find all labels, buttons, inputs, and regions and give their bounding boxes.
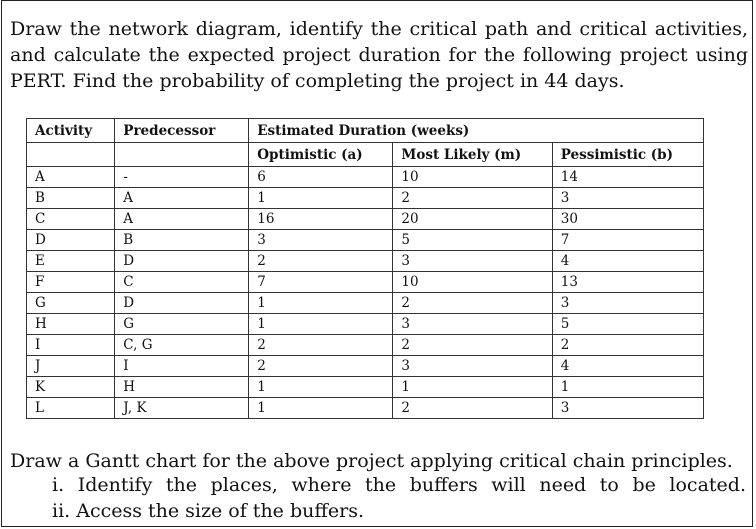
cell-activity: E — [27, 251, 115, 272]
question-intro: Draw the network diagram, identify the critical path and critical activities, and calculate the expected project duration for the following project using PERT. Find the probability of completing the project in 44 days. — [10, 18, 748, 92]
cell-optimistic: 1 — [249, 314, 393, 335]
cell-activity: A — [27, 167, 115, 188]
table-row — [27, 377, 704, 398]
cell-predecessor: D — [115, 251, 249, 272]
cell-most-likely: 20 — [393, 209, 552, 230]
cell-optimistic: 1 — [249, 293, 393, 314]
cell-optimistic: 2 — [249, 335, 393, 356]
cell-most-likely: 10 — [393, 272, 552, 293]
header-blank-predecessor — [115, 143, 249, 167]
cell-pessimistic: 3 — [552, 188, 703, 209]
cell-predecessor: J, K — [115, 398, 249, 419]
cell-predecessor: G — [115, 314, 249, 335]
cell-optimistic: 1 — [249, 377, 393, 398]
header-optimistic: Optimistic (a) — [249, 143, 393, 167]
header-blank-activity — [27, 143, 115, 167]
cell-activity: J — [27, 356, 115, 377]
cell-activity: I — [27, 335, 115, 356]
question-page — [1, 0, 753, 527]
table-row — [27, 251, 704, 272]
cell-optimistic: 2 — [249, 356, 393, 377]
header-activity: Activity — [27, 119, 115, 143]
table-row — [27, 335, 704, 356]
cell-most-likely: 2 — [393, 188, 552, 209]
cell-predecessor: I — [115, 356, 249, 377]
cell-activity: K — [27, 377, 115, 398]
cell-activity: C — [27, 209, 115, 230]
cell-pessimistic: 3 — [552, 398, 703, 419]
cell-optimistic: 3 — [249, 230, 393, 251]
table-header-row — [27, 119, 704, 143]
cell-activity: D — [27, 230, 115, 251]
cell-activity: G — [27, 293, 115, 314]
cell-activity: H — [27, 314, 115, 335]
table-subheader-row — [27, 143, 704, 167]
cell-predecessor: C — [115, 272, 249, 293]
cell-pessimistic: 3 — [552, 293, 703, 314]
cell-most-likely: 10 — [393, 167, 552, 188]
table-row — [27, 293, 704, 314]
table-row — [27, 272, 704, 293]
gantt-instruction: Draw a Gantt chart for the above project applying critical chain principles. — [10, 450, 733, 472]
cell-predecessor: B — [115, 230, 249, 251]
cell-pessimistic: 7 — [552, 230, 703, 251]
cell-most-likely: 3 — [393, 251, 552, 272]
cell-optimistic: 16 — [249, 209, 393, 230]
cell-predecessor: H — [115, 377, 249, 398]
cell-pessimistic: 1 — [552, 377, 703, 398]
cell-pessimistic: 30 — [552, 209, 703, 230]
cell-predecessor: - — [115, 167, 249, 188]
cell-most-likely: 1 — [393, 377, 552, 398]
header-most-likely: Most Likely (m) — [393, 143, 552, 167]
cell-pessimistic: 4 — [552, 356, 703, 377]
cell-activity: L — [27, 398, 115, 419]
table-row — [27, 398, 704, 419]
cell-optimistic: 1 — [249, 188, 393, 209]
cell-predecessor: A — [115, 209, 249, 230]
cell-pessimistic: 13 — [552, 272, 703, 293]
header-estimated-duration: Estimated Duration (weeks) — [249, 119, 704, 143]
cell-activity: B — [27, 188, 115, 209]
cell-most-likely: 3 — [393, 314, 552, 335]
cell-optimistic: 6 — [249, 167, 393, 188]
table-row — [27, 188, 704, 209]
cell-most-likely: 2 — [393, 398, 552, 419]
header-pessimistic: Pessimistic (b) — [552, 143, 703, 167]
table-row — [27, 356, 704, 377]
gantt-item-2: ii. Access the size of the buffers. — [52, 500, 364, 522]
cell-pessimistic: 5 — [552, 314, 703, 335]
table-row — [27, 209, 704, 230]
cell-activity: F — [27, 272, 115, 293]
cell-pessimistic: 2 — [552, 335, 703, 356]
cell-optimistic: 7 — [249, 272, 393, 293]
cell-predecessor: D — [115, 293, 249, 314]
pert-table — [26, 118, 704, 419]
cell-predecessor: C, G — [115, 335, 249, 356]
cell-pessimistic: 14 — [552, 167, 703, 188]
cell-most-likely: 3 — [393, 356, 552, 377]
cell-predecessor: A — [115, 188, 249, 209]
table-row — [27, 230, 704, 251]
gantt-items — [52, 472, 746, 524]
cell-optimistic: 1 — [249, 398, 393, 419]
cell-most-likely: 5 — [393, 230, 552, 251]
cell-pessimistic: 4 — [552, 251, 703, 272]
header-predecessor: Predecessor — [115, 119, 249, 143]
table-row — [27, 167, 704, 188]
cell-most-likely: 2 — [393, 335, 552, 356]
cell-most-likely: 2 — [393, 293, 552, 314]
table-row — [27, 314, 704, 335]
cell-optimistic: 2 — [249, 251, 393, 272]
gantt-item-1: i. Identify the places, where the buffers will need to be located. — [52, 474, 746, 496]
